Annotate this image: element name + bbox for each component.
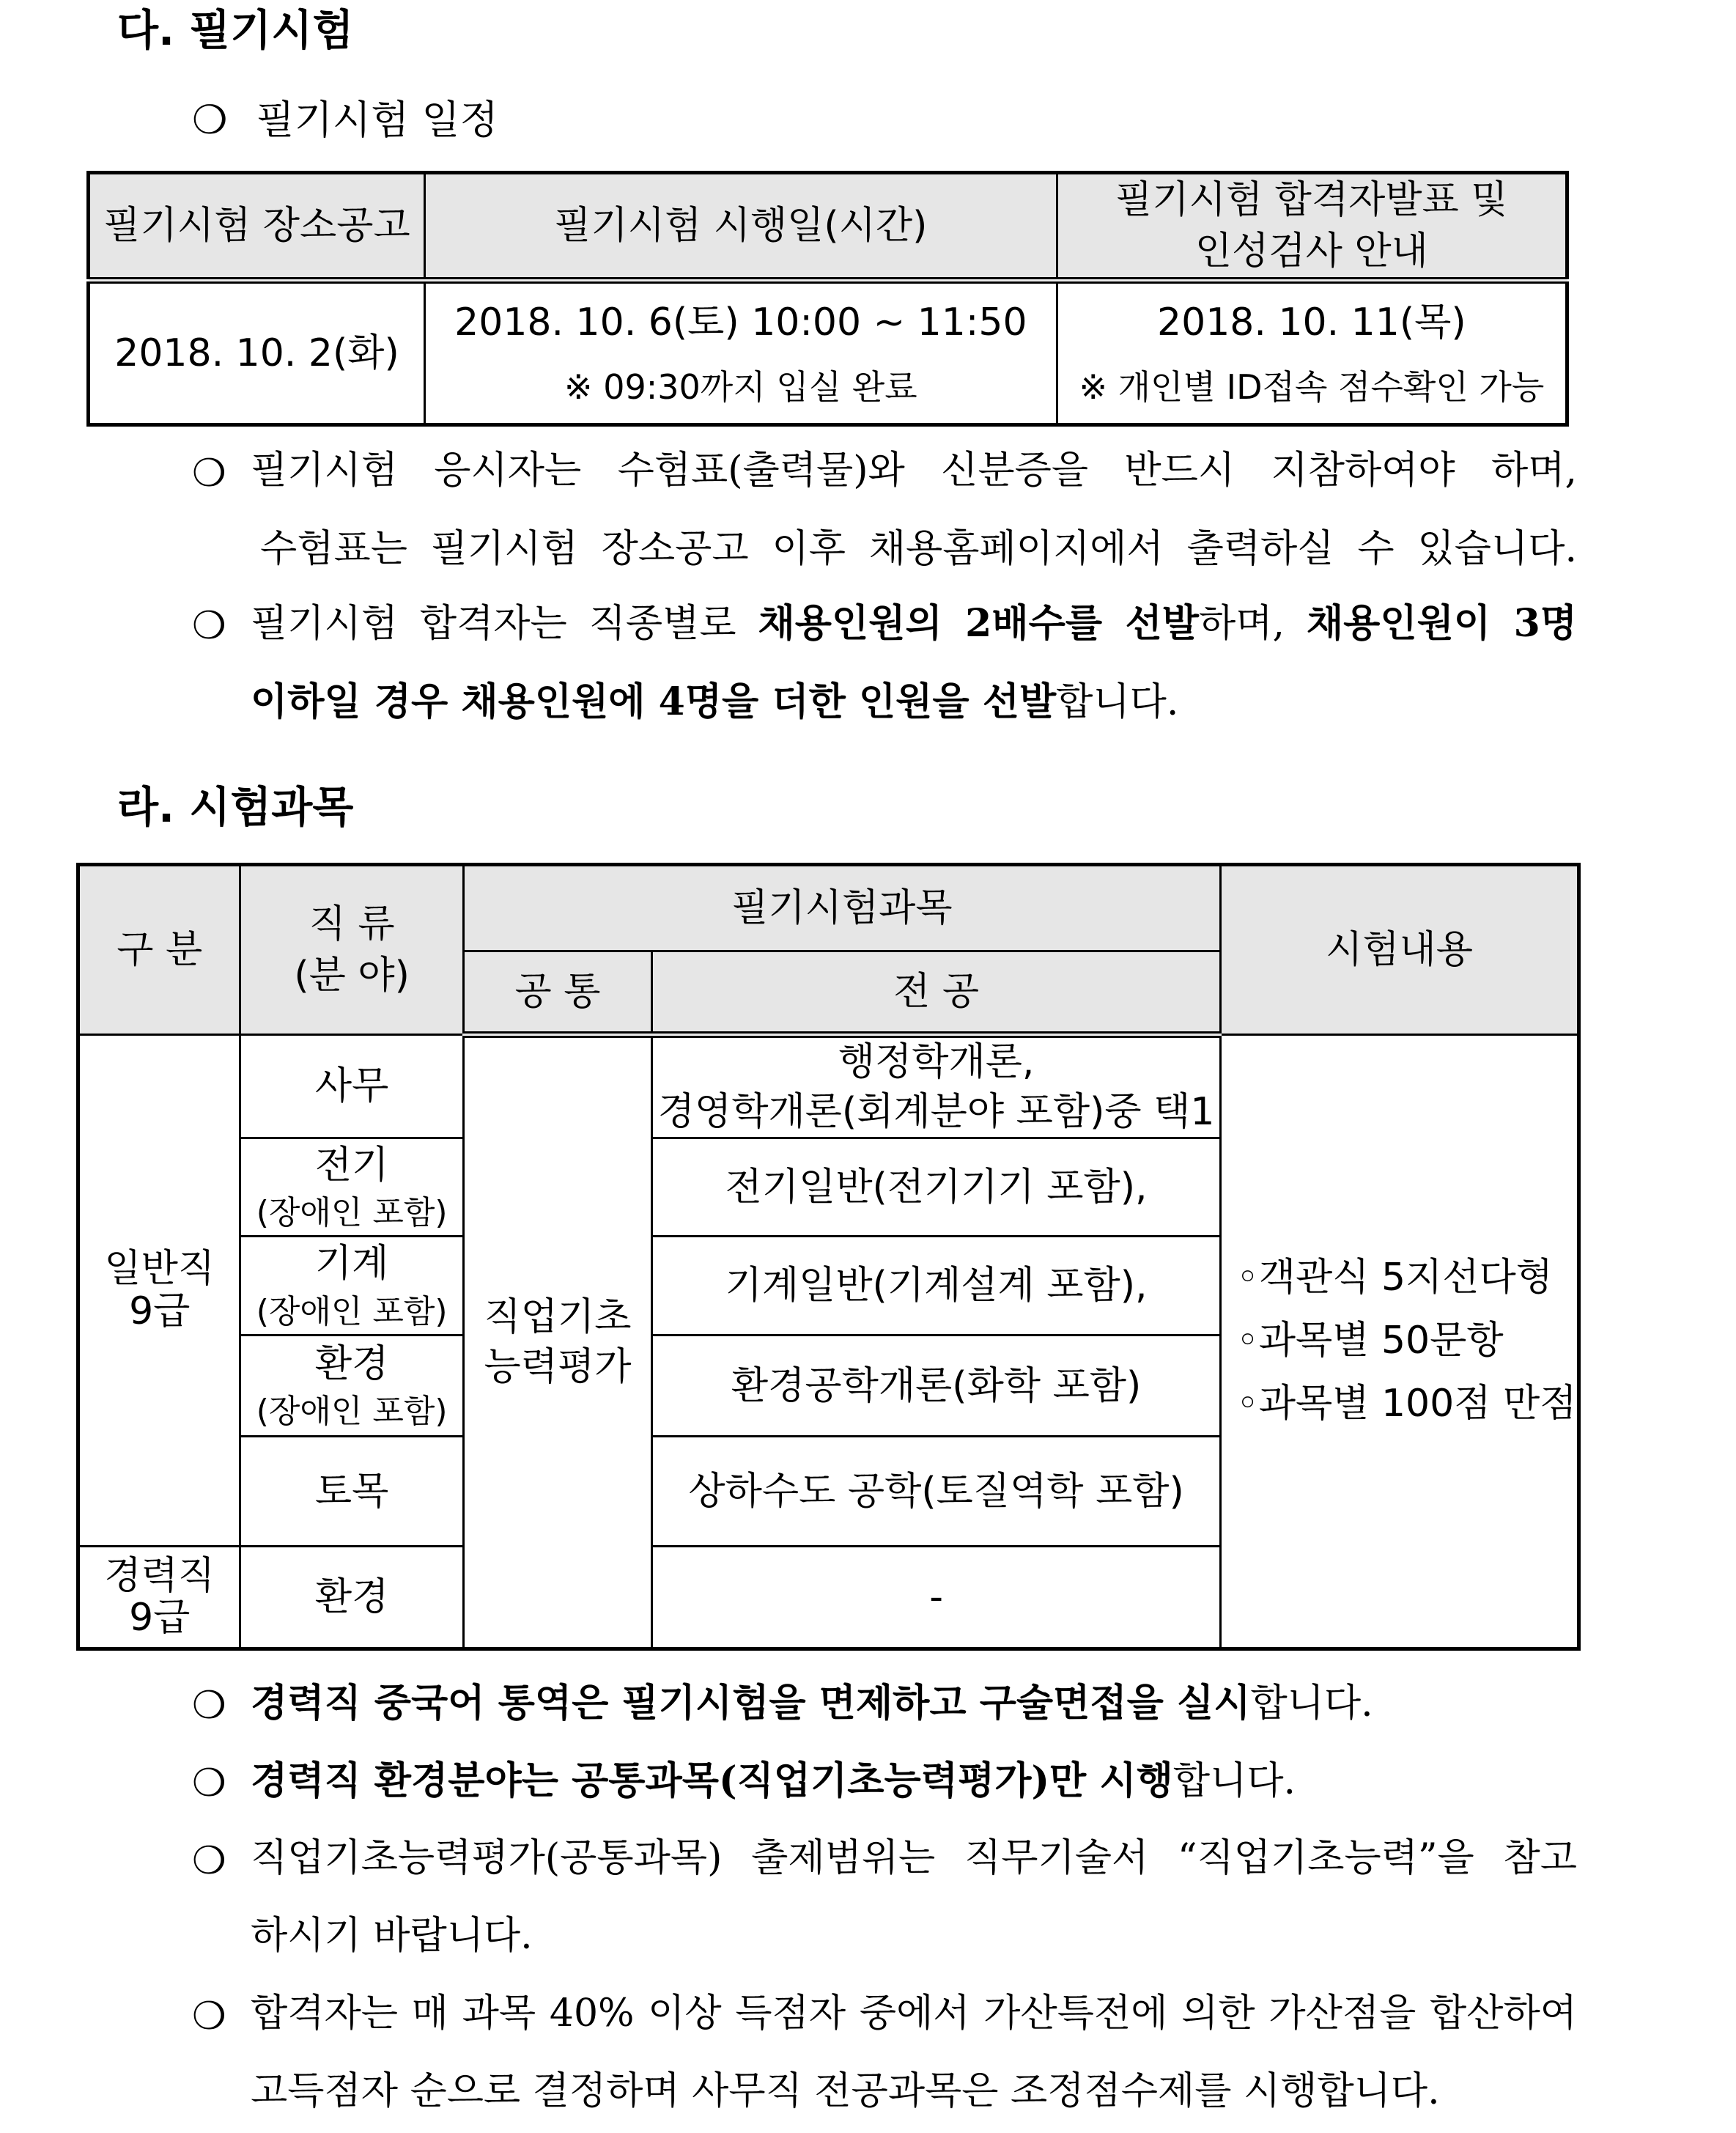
bullet-icon: ❍ <box>192 452 226 496</box>
header-written-subjects: 필기시험과목 <box>463 865 1220 951</box>
exam-content-item: ◦과목별 100점 만점 <box>1236 1381 1577 1426</box>
schedule-header-row <box>89 173 1567 281</box>
note-admission-ticket-1: 필기시험 응시자는 수험표(출력물)와 신분증을 반드시 지참하여야 하며, <box>251 449 1577 493</box>
category-career: 경력직 9급 <box>78 1547 240 1649</box>
bullet-icon: ❍ <box>192 1761 226 1805</box>
subjects-row <box>78 1035 1579 1138</box>
exam-date: 2018. 10. 6(토) 10:00 ~ 11:50 <box>454 301 1027 345</box>
schedule-label: 필기시험 일정 <box>256 97 498 143</box>
note-career-environment: 경력직 환경분야는 공통과목(직업기초능력평가)만 시행합니다. <box>251 1758 1296 1803</box>
bullet-icon: ❍ <box>192 604 226 648</box>
header-field: 직 류 (분 야) <box>240 865 463 1035</box>
exam-content-item: ◦과목별 50문항 <box>1236 1319 1504 1363</box>
header-common: 공 통 <box>463 951 651 1035</box>
note-admission-ticket-2: 수험표는 필기시험 장소공고 이후 채용홈페이지에서 출력하실 수 있습니다. <box>260 527 1577 571</box>
schedule-subheading <box>192 97 498 143</box>
venue-date: 2018. 10. 2(화) <box>89 281 425 425</box>
header-exam-date: 필기시험 시행일(시간) <box>425 173 1057 281</box>
category-general: 일반직 9급 <box>78 1035 240 1547</box>
major-subject: 상하수도 공학(토질역학 포함) <box>652 1437 1221 1547</box>
result-date-cell <box>1057 281 1567 425</box>
exam-date-cell <box>425 281 1057 425</box>
header-major: 전 공 <box>652 951 1221 1035</box>
schedule-table <box>86 171 1569 427</box>
result-note: ※ 개인별 ID접속 점수확인 가능 <box>1079 367 1545 408</box>
major-subject: 전기일반(전기기기 포함), <box>652 1138 1221 1237</box>
major-subject: 기계일반(기계설계 포함), <box>652 1237 1221 1336</box>
exam-content-cell <box>1221 1035 1579 1649</box>
bullet-icon: ❍ <box>192 97 228 143</box>
field-cell: 사무 <box>240 1035 463 1138</box>
note-final-selection-1: 합격자는 매 과목 40% 이상 득점자 중에서 가산특전에 의한 가산점을 합산하여 <box>251 1992 1577 2036</box>
major-subject: 환경공학개론(화학 포함) <box>652 1336 1221 1437</box>
subjects-table <box>76 863 1581 1651</box>
field-cell: 환경 (장애인 포함) <box>240 1336 463 1437</box>
header-result-notice: 필기시험 합격자발표 및 인성검사 안내 <box>1057 173 1567 281</box>
exam-note: ※ 09:30까지 입실 완료 <box>564 367 917 408</box>
field-cell: 토목 <box>240 1437 463 1547</box>
schedule-row <box>89 281 1567 425</box>
header-exam-content: 시험내용 <box>1221 865 1579 1035</box>
common-subject: 직업기초 능력평가 <box>463 1035 651 1649</box>
bullet-icon: ❍ <box>192 1684 226 1728</box>
exam-content-item: ◦객관식 5지선다형 <box>1236 1256 1553 1300</box>
note-chinese-interpreter: 경력직 중국어 통역은 필기시험을 면제하고 구술면접을 실시합니다. <box>251 1681 1373 1725</box>
note-selection-1: 필기시험 합격자는 직종별로 채용인원의 2배수를 선발하며, 채용인원이 3명 <box>251 601 1577 646</box>
header-category: 구 분 <box>78 865 240 1035</box>
field-cell: 기계 (장애인 포함) <box>240 1237 463 1336</box>
note-selection-2: 이하일 경우 채용인원에 4명을 더한 인원을 선발합니다. <box>251 679 1179 724</box>
field-cell: 전기 (장애인 포함) <box>240 1138 463 1237</box>
section-title-written-exam: 다. 필기시험 <box>117 5 354 55</box>
field-cell: 환경 <box>240 1547 463 1649</box>
major-subject: - <box>652 1547 1221 1649</box>
bullet-icon: ❍ <box>192 1994 226 2038</box>
bullet-icon: ❍ <box>192 1839 226 1883</box>
note-ncs-scope-2: 하시기 바랍니다. <box>251 1914 533 1958</box>
major-subject: 행정학개론, 경영학개론(회계분야 포함)중 택1 <box>652 1035 1221 1138</box>
result-date: 2018. 10. 11(목) <box>1157 301 1466 345</box>
subjects-header-row-1 <box>78 865 1579 951</box>
header-venue-notice: 필기시험 장소공고 <box>89 173 425 281</box>
note-ncs-scope-1: 직업기초능력평가(공통과목) 출제범위는 직무기술서 “직업기초능력”을 참고 <box>251 1836 1577 1880</box>
section-title-subjects: 라. 시험과목 <box>117 782 354 832</box>
note-final-selection-2: 고득점자 순으로 결정하며 사무직 전공과목은 조정점수제를 시행합니다. <box>251 2069 1440 2113</box>
